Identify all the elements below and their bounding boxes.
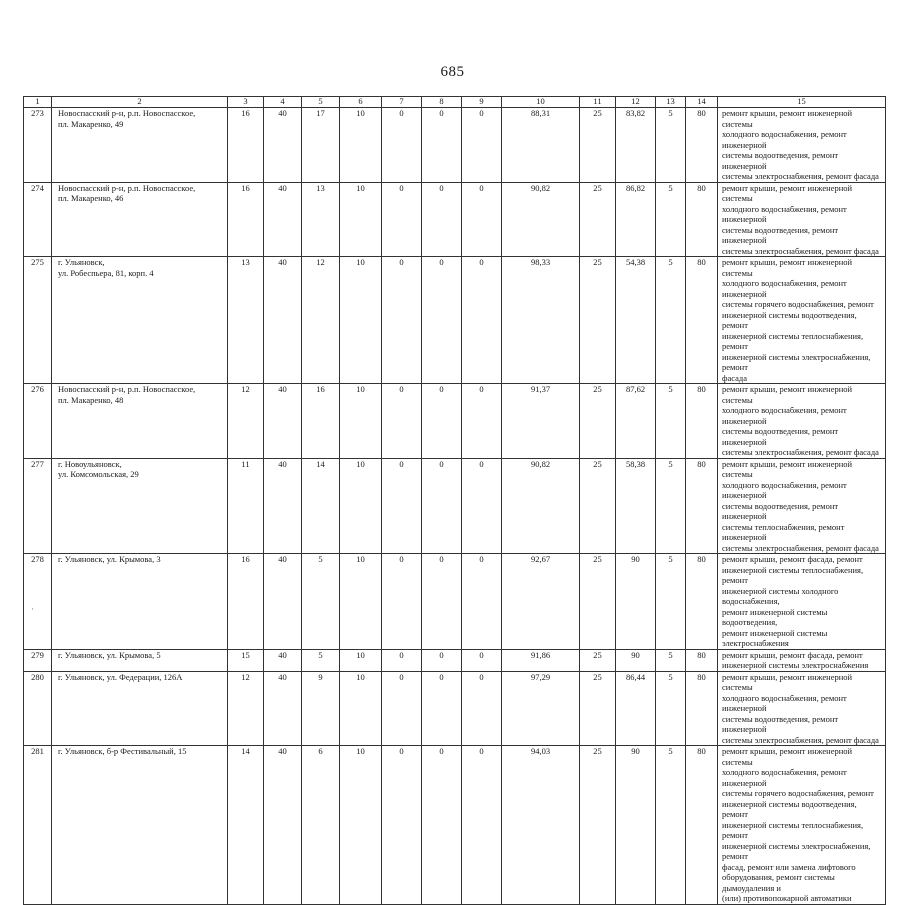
value-cell-13: 5 (656, 458, 686, 554)
column-number-5: 5 (302, 97, 340, 108)
value-cell-11: 25 (580, 746, 616, 905)
value-cell-10: 98,33 (502, 257, 580, 384)
value-cell-9: 0 (462, 458, 502, 554)
address-cell-line: Новоспасский р-н, р.п. Новоспасское, (58, 384, 196, 394)
value-cell-14: 80 (686, 458, 718, 554)
value-cell-13: 5 (656, 257, 686, 384)
value-cell-8: 0 (422, 746, 462, 905)
works-cell-line: ремонт крыши, ремонт фасада, ремонт (722, 554, 863, 564)
value-cell-3: 16 (228, 108, 264, 183)
row-number-cell: 275 (24, 257, 52, 384)
works-cell (718, 384, 886, 459)
column-number-3: 3 (228, 97, 264, 108)
works-cell-line: ремонт крыши, ремонт инженерной системы (722, 108, 853, 129)
column-number-8: 8 (422, 97, 462, 108)
value-cell-6: 10 (340, 257, 382, 384)
value-cell-12: 90 (616, 554, 656, 650)
table-row (24, 746, 886, 905)
works-cell (718, 182, 886, 257)
value-cell-13: 5 (656, 671, 686, 746)
works-cell-line: инженерной системы электроснабжения (722, 660, 869, 670)
row-number-cell: 279 (24, 649, 52, 671)
row-number-cell: 280 (24, 671, 52, 746)
value-cell-4: 40 (264, 746, 302, 905)
value-cell-8: 0 (422, 384, 462, 459)
value-cell-14: 80 (686, 108, 718, 183)
value-cell-8: 0 (422, 182, 462, 257)
address-cell-line: г. Ульяновск, (58, 257, 105, 267)
value-cell-11: 25 (580, 108, 616, 183)
works-cell-line: ремонт крыши, ремонт инженерной системы (722, 384, 853, 405)
address-cell (52, 257, 228, 384)
value-cell-12: 86,44 (616, 671, 656, 746)
value-cell-10: 90,82 (502, 182, 580, 257)
value-cell-7: 0 (382, 384, 422, 459)
value-cell-12: 90 (616, 649, 656, 671)
page-number: 685 (440, 64, 465, 80)
value-cell-14: 80 (686, 671, 718, 746)
value-cell-6: 10 (340, 554, 382, 650)
value-cell-13: 5 (656, 108, 686, 183)
works-cell-line: инженерной системы теплоснабжения, ремонт (722, 564, 864, 585)
works-cell-line: системы электроснабжения, ремонт фасада (722, 542, 879, 553)
value-cell-5: 9 (302, 671, 340, 746)
value-cell-9: 0 (462, 554, 502, 650)
works-cell-line: системы электроснабжения, ремонт фасада (722, 734, 879, 745)
address-cell-line: г. Ульяновск, ул. Крымова, 5 (58, 649, 161, 660)
value-cell-3: 14 (228, 746, 264, 905)
value-cell-7: 0 (382, 458, 422, 554)
column-number-1: 1 (24, 97, 52, 108)
works-cell (718, 671, 886, 746)
row-number-cell: 277 (24, 458, 52, 554)
works-cell (718, 649, 886, 671)
value-cell-11: 25 (580, 554, 616, 650)
register-table (23, 96, 886, 905)
value-cell-13: 5 (656, 384, 686, 459)
value-cell-5: 6 (302, 746, 340, 905)
value-cell-11: 25 (580, 384, 616, 459)
value-cell-12: 58,38 (616, 458, 656, 554)
address-cell-line: г. Ульяновск, ул. Крымова, 3 (58, 554, 161, 564)
works-cell-line: ремонт крыши, ремонт инженерной системы (722, 671, 853, 692)
address-cell-line: ул. Робеспьера, 81, корп. 4 (58, 267, 154, 278)
value-cell-10: 91,86 (502, 649, 580, 671)
column-number-10: 10 (502, 97, 580, 108)
table-row (24, 182, 886, 257)
value-cell-5: 5 (302, 649, 340, 671)
value-cell-5: 13 (302, 182, 340, 257)
address-cell-line: пл. Макаренко, 48 (58, 394, 124, 405)
value-cell-12: 83,82 (616, 108, 656, 183)
works-cell-line: (или) противопожарной автоматики (722, 893, 852, 903)
works-cell-line: инженерной системы электроснабжения, ремонт (722, 840, 871, 861)
column-number-6: 6 (340, 97, 382, 108)
works-cell-line: ремонт крыши, ремонт инженерной системы (722, 182, 853, 203)
value-cell-5: 14 (302, 458, 340, 554)
works-cell-line: ремонт крыши, ремонт фасада, ремонт (722, 649, 863, 660)
value-cell-5: 17 (302, 108, 340, 183)
works-cell-line: ремонт инженерной системы электроснабжения (722, 627, 828, 648)
value-cell-3: 15 (228, 649, 264, 671)
value-cell-6: 10 (340, 671, 382, 746)
works-cell-line: инженерной системы холодного водоснабжения, (722, 585, 839, 606)
value-cell-13: 5 (656, 182, 686, 257)
value-cell-3: 11 (228, 458, 264, 554)
works-cell-line: ремонт крыши, ремонт инженерной системы (722, 257, 853, 278)
works-cell-line: инженерной системы электроснабжения, ремонт (722, 351, 871, 372)
column-number-2: 2 (52, 97, 228, 108)
table-row (24, 257, 886, 384)
value-cell-6: 10 (340, 649, 382, 671)
works-cell (718, 554, 886, 650)
address-cell (52, 746, 228, 905)
value-cell-6: 10 (340, 384, 382, 459)
value-cell-3: 16 (228, 182, 264, 257)
column-number-9: 9 (462, 97, 502, 108)
value-cell-3: 16 (228, 554, 264, 650)
column-number-4: 4 (264, 97, 302, 108)
works-cell-line: системы водоотведения, ремонт инженерной (722, 426, 839, 447)
value-cell-10: 88,31 (502, 108, 580, 183)
value-cell-3: 13 (228, 257, 264, 384)
value-cell-14: 80 (686, 384, 718, 459)
address-cell-line: г. Ульяновск, б-р Фестивальный, 15 (58, 746, 187, 756)
column-number-15: 15 (718, 97, 886, 108)
value-cell-8: 0 (422, 458, 462, 554)
column-number-13: 13 (656, 97, 686, 108)
value-cell-9: 0 (462, 671, 502, 746)
value-cell-5: 12 (302, 257, 340, 384)
works-cell-line: системы горячего водоснабжения, ремонт (722, 299, 874, 309)
table-body (24, 97, 886, 905)
value-cell-11: 25 (580, 671, 616, 746)
works-cell-line: системы водоотведения, ремонт инженерной (722, 713, 839, 734)
value-cell-4: 40 (264, 182, 302, 257)
column-number-12: 12 (616, 97, 656, 108)
works-cell-line: оборудования, ремонт системы дымоудаления и (722, 872, 835, 893)
value-cell-8: 0 (422, 554, 462, 650)
value-cell-6: 10 (340, 458, 382, 554)
value-cell-7: 0 (382, 649, 422, 671)
address-cell (52, 182, 228, 257)
works-cell-line: инженерной системы водоотведения, ремонт (722, 798, 857, 819)
value-cell-9: 0 (462, 108, 502, 183)
value-cell-11: 25 (580, 649, 616, 671)
column-number-11: 11 (580, 97, 616, 108)
value-cell-8: 0 (422, 649, 462, 671)
scan-artifact: · (31, 604, 34, 614)
address-cell-line: пл. Макаренко, 46 (58, 193, 124, 203)
value-cell-8: 0 (422, 671, 462, 746)
address-cell (52, 458, 228, 554)
works-cell (718, 108, 886, 183)
row-number-cell: 278 (24, 554, 52, 650)
value-cell-10: 94,03 (502, 746, 580, 905)
value-cell-6: 10 (340, 746, 382, 905)
value-cell-7: 0 (382, 746, 422, 905)
works-cell-line: ремонт инженерной системы водоотведения, (722, 606, 828, 627)
address-cell (52, 671, 228, 746)
value-cell-7: 0 (382, 257, 422, 384)
value-cell-14: 80 (686, 257, 718, 384)
works-cell (718, 458, 886, 554)
works-cell-line: системы горячего водоснабжения, ремонт (722, 788, 874, 798)
works-cell-line: системы электроснабжения, ремонт фасада (722, 245, 879, 256)
value-cell-11: 25 (580, 257, 616, 384)
value-cell-10: 92,67 (502, 554, 580, 650)
value-cell-7: 0 (382, 554, 422, 650)
table-row (24, 649, 886, 671)
works-cell-line: холодного водоснабжения, ремонт инженерной (722, 767, 847, 788)
value-cell-4: 40 (264, 671, 302, 746)
works-cell-line: ремонт крыши, ремонт инженерной системы (722, 458, 853, 479)
works-cell-line: системы теплоснабжения, ремонт инженерной (722, 521, 845, 542)
column-number-7: 7 (382, 97, 422, 108)
address-cell (52, 108, 228, 183)
address-cell-line: Новоспасский р-н, р.п. Новоспасское, (58, 182, 196, 193)
row-number-cell: 281 (24, 746, 52, 905)
works-cell-line: холодного водоснабжения, ремонт инженерной (722, 479, 847, 500)
works-cell-line: системы водоотведения, ремонт инженерной (722, 500, 839, 521)
value-cell-5: 5 (302, 554, 340, 650)
value-cell-6: 10 (340, 108, 382, 183)
value-cell-10: 91,37 (502, 384, 580, 459)
value-cell-4: 40 (264, 257, 302, 384)
value-cell-10: 90,82 (502, 458, 580, 554)
value-cell-7: 0 (382, 671, 422, 746)
value-cell-11: 25 (580, 182, 616, 257)
address-cell (52, 649, 228, 671)
value-cell-13: 5 (656, 746, 686, 905)
column-number-row (24, 97, 886, 108)
value-cell-8: 0 (422, 257, 462, 384)
value-cell-4: 40 (264, 108, 302, 183)
works-cell-line: инженерной системы теплоснабжения, ремонт (722, 330, 864, 351)
table-row (24, 384, 886, 459)
address-cell-line: ул. Комсомольская, 29 (58, 469, 139, 479)
value-cell-4: 40 (264, 384, 302, 459)
value-cell-12: 87,62 (616, 384, 656, 459)
works-cell-line: холодного водоснабжения, ремонт инженерной (722, 692, 847, 713)
works-cell-line: холодного водоснабжения, ремонт инженерной (722, 405, 847, 426)
works-cell (718, 746, 886, 905)
value-cell-13: 5 (656, 554, 686, 650)
works-cell-line: фасад, ремонт или замена лифтового (722, 861, 856, 872)
value-cell-10: 97,29 (502, 671, 580, 746)
value-cell-9: 0 (462, 649, 502, 671)
value-cell-9: 0 (462, 182, 502, 257)
works-cell-line: инженерной системы водоотведения, ремонт (722, 309, 857, 330)
value-cell-13: 5 (656, 649, 686, 671)
works-cell-line: системы электроснабжения, ремонт фасада (722, 171, 879, 181)
address-cell-line: пл. Макаренко, 49 (58, 118, 124, 129)
value-cell-14: 80 (686, 182, 718, 257)
row-number-cell: 273 (24, 108, 52, 183)
value-cell-9: 0 (462, 746, 502, 905)
address-cell-line: г. Новоульяновск, (58, 458, 122, 469)
address-cell-line: г. Ульяновск, ул. Федерации, 126А (58, 671, 183, 682)
value-cell-4: 40 (264, 554, 302, 650)
value-cell-11: 25 (580, 458, 616, 554)
value-cell-8: 0 (422, 108, 462, 183)
works-cell-line: холодного водоснабжения, ремонт инженерной (722, 203, 847, 224)
value-cell-3: 12 (228, 384, 264, 459)
works-cell-line: ремонт крыши, ремонт инженерной системы (722, 746, 853, 767)
value-cell-14: 80 (686, 746, 718, 905)
works-cell-line: фасада (722, 372, 748, 383)
table-row (24, 458, 886, 554)
value-cell-3: 12 (228, 671, 264, 746)
value-cell-7: 0 (382, 108, 422, 183)
works-cell-line: системы водоотведения, ремонт инженерной (722, 224, 839, 245)
value-cell-14: 80 (686, 649, 718, 671)
works-cell-line: холодного водоснабжения, ремонт инженерной (722, 129, 847, 150)
works-cell (718, 257, 886, 384)
value-cell-6: 10 (340, 182, 382, 257)
column-number-14: 14 (686, 97, 718, 108)
value-cell-4: 40 (264, 458, 302, 554)
value-cell-4: 40 (264, 649, 302, 671)
table-row (24, 108, 886, 183)
value-cell-9: 0 (462, 257, 502, 384)
value-cell-5: 16 (302, 384, 340, 459)
address-cell (52, 554, 228, 650)
works-cell-line: системы водоотведения, ремонт инженерной (722, 150, 839, 171)
value-cell-12: 86,82 (616, 182, 656, 257)
works-cell-line: инженерной системы теплоснабжения, ремонт (722, 819, 864, 840)
value-cell-12: 54,38 (616, 257, 656, 384)
table-row (24, 554, 886, 650)
value-cell-12: 90 (616, 746, 656, 905)
value-cell-7: 0 (382, 182, 422, 257)
works-cell-line: системы электроснабжения, ремонт фасада (722, 447, 879, 457)
table-row (24, 671, 886, 746)
row-number-cell: 276 (24, 384, 52, 459)
works-cell-line: холодного водоснабжения, ремонт инженерной (722, 278, 847, 299)
row-number-cell: 274 (24, 182, 52, 257)
value-cell-14: 80 (686, 554, 718, 650)
address-cell (52, 384, 228, 459)
address-cell-line: Новоспасский р-н, р.п. Новоспасское, (58, 108, 196, 118)
value-cell-9: 0 (462, 384, 502, 459)
